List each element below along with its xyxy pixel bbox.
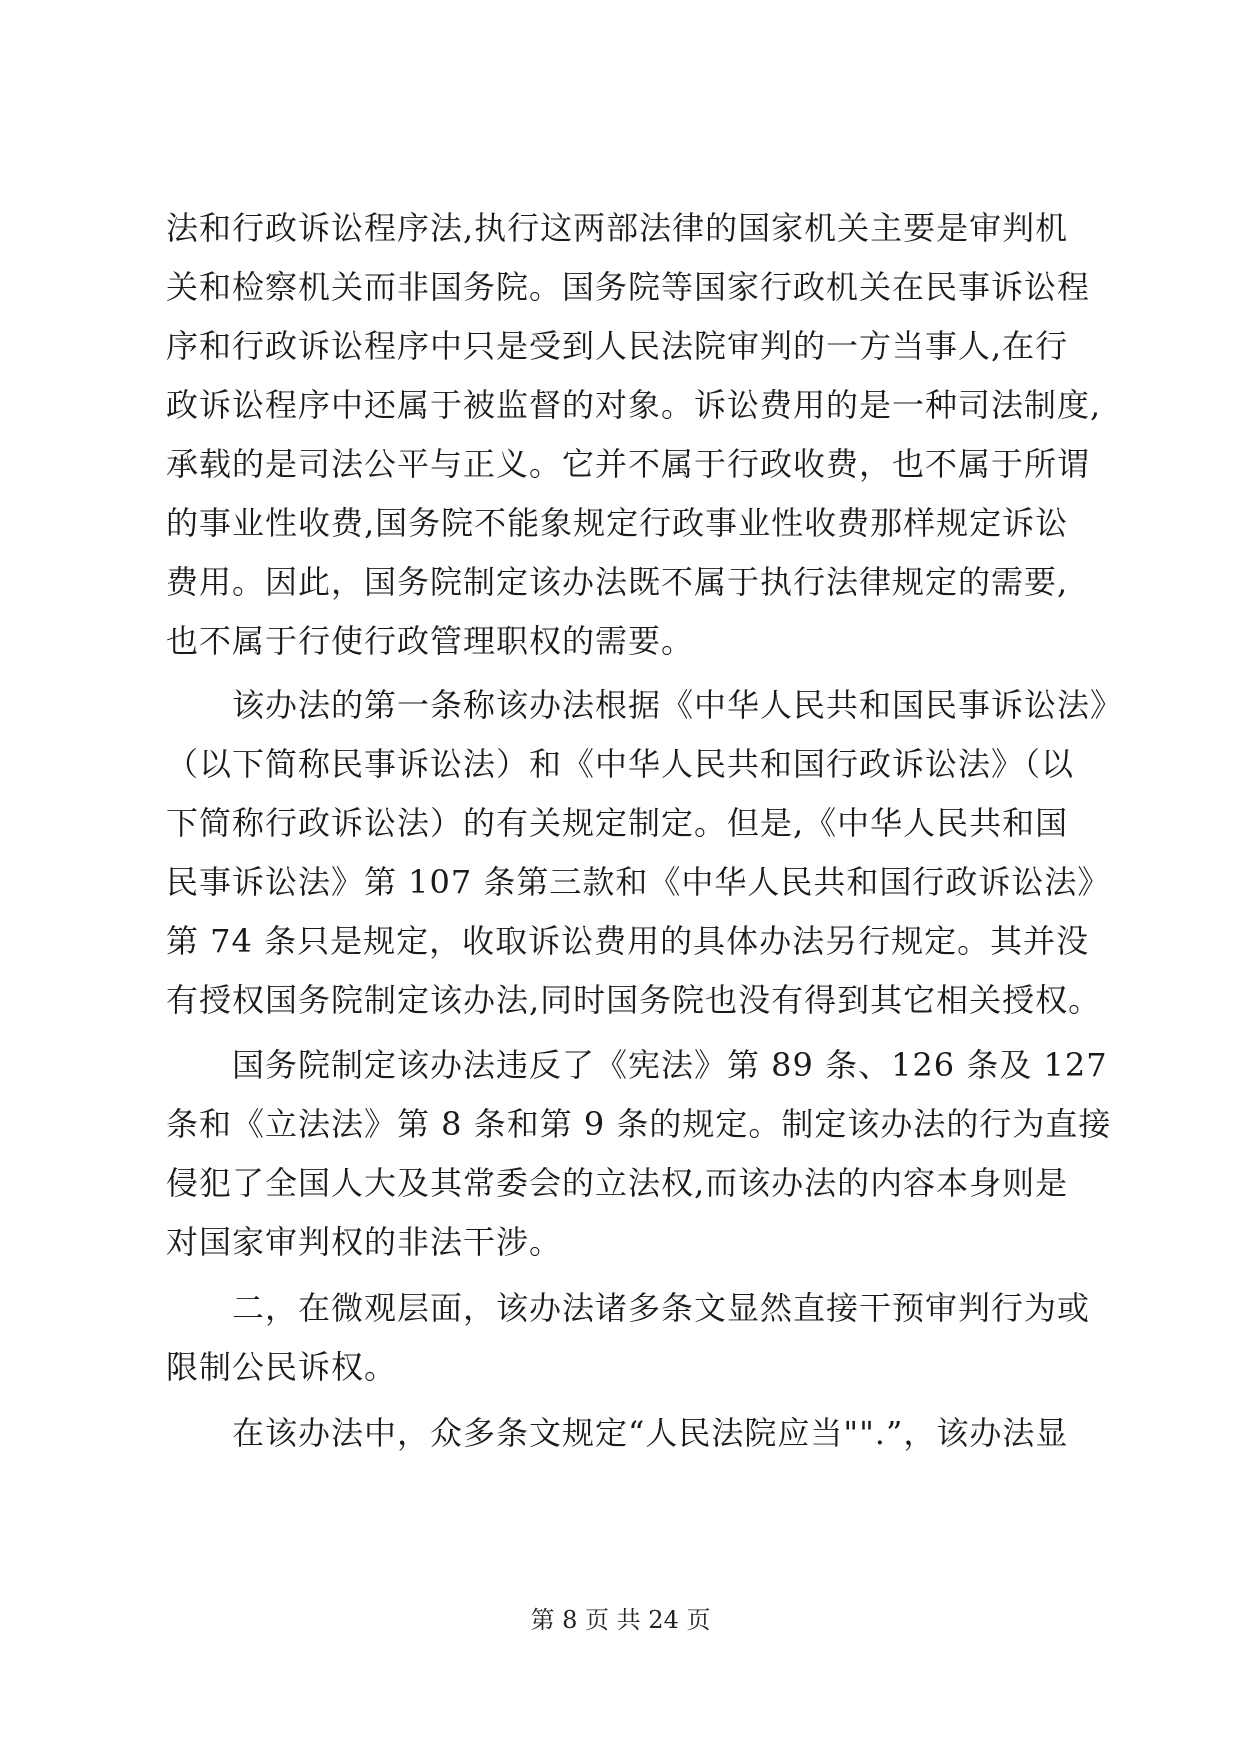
text-line: 也不属于行使行政管理职权的需要。 (166, 622, 695, 660)
text-line: （以下简称民事诉讼法）和《中华人民共和国行政诉讼法》（以 (166, 745, 1075, 783)
text-line: 承载的是司法公平与正义。它并不属于行政收费，也不属于所谓 (166, 445, 1091, 483)
page-number-footer: 第 8 页 共 24 页 (530, 1606, 711, 1634)
text-line: 第 74 条只是规定，收取诉讼费用的具体办法另行规定。其并没 (166, 922, 1090, 960)
text-line: 的事业性收费,国务院不能象规定行政事业性收费那样规定诉讼 (166, 504, 1069, 542)
paragraph-first-line: 在该办法中，众多条文规定“人民法院应当"".”，该办法显 (232, 1414, 1069, 1452)
text-line: 有授权国务院制定该办法,同时国务院也没有得到其它相关授权。 (166, 981, 1102, 1019)
text-line: 序和行政诉讼程序中只是受到人民法院审判的一方当事人,在行 (166, 327, 1069, 365)
text-line: 条和《立法法》第 8 条和第 9 条的规定。制定该办法的行为直接 (166, 1105, 1112, 1143)
paragraph-first-line: 该办法的第一条称该办法根据《中华人民共和国民事诉讼法》 (232, 686, 1124, 724)
text-line: 政诉讼程序中还属于被监督的对象。诉讼费用的是一种司法制度, (166, 386, 1102, 424)
text-line: 法和行政诉讼程序法,执行这两部法律的国家机关主要是审判机 (166, 209, 1069, 247)
text-line: 下简称行政诉讼法）的有关规定制定。但是,《中华人民共和国 (166, 804, 1069, 842)
text-line: 侵犯了全国人大及其常委会的立法权,而该办法的内容本身则是 (166, 1164, 1069, 1202)
text-line: 费用。因此，国务院制定该办法既不属于执行法律规定的需要, (166, 563, 1069, 601)
text-line: 限制公民诉权。 (166, 1348, 398, 1386)
text-line: 民事诉讼法》第 107 条第三款和《中华人民共和国行政诉讼法》 (166, 863, 1111, 901)
text-line: 关和检察机关而非国务院。国务院等国家行政机关在民事诉讼程 (166, 268, 1091, 306)
text-line: 对国家审判权的非法干涉。 (166, 1223, 563, 1261)
paragraph-first-line: 二，在微观层面，该办法诸多条文显然直接干预审判行为或 (232, 1289, 1091, 1327)
paragraph-first-line: 国务院制定该办法违反了《宪法》第 89 条、126 条及 127 (232, 1046, 1108, 1084)
